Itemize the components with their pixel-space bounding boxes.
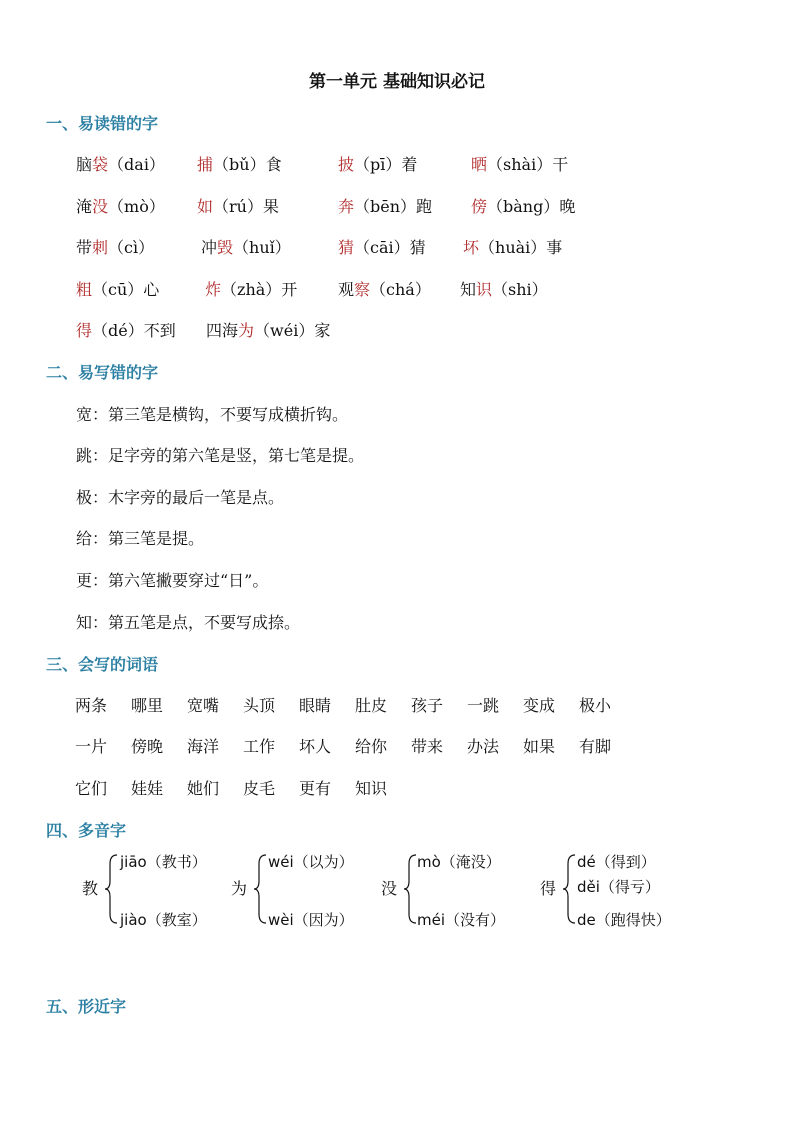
s1-item: 猜（cāi）猜 [338,238,426,257]
vocab-word: 一片 [75,737,108,756]
vocab-word: 知识 [355,779,388,798]
vocab-word: 办法 [467,737,500,756]
s2-line: 极：木字旁的最后一笔是点。 [76,488,285,507]
s1-item: 观察（chá） [338,280,431,299]
s1-item: 粗（cū）心 [76,280,160,299]
s2-line: 知：第五笔是点，不要写成捺。 [76,613,301,632]
brace-icon [104,854,118,924]
vocab-word: 肚皮 [355,696,388,715]
s1-item: 带刺（cì） [76,238,155,257]
polyphone-reading: jiào（教室） [120,911,207,929]
s2-line: 给：第三笔是提。 [76,529,205,548]
vocab-word: 极小 [579,696,612,715]
polyphone-char: 没 [381,879,398,898]
polyphone-reading: wéi（以为） [268,853,354,871]
vocab-word: 给你 [355,737,388,756]
page-title: 第一单元 基础知识必记 [309,72,485,92]
vocab-word: 傍晚 [131,737,164,756]
polyphone-reading: de（跑得快） [577,911,671,929]
vocab-word: 它们 [75,779,108,798]
vocab-word: 哪里 [131,696,164,715]
s1-item: 淹没（mò） [76,197,165,216]
polyphone-reading: mò（淹没） [417,853,501,871]
vocab-word: 孩子 [411,696,444,715]
s1-item: 四海为（wéi）家 [206,321,331,340]
s2-line: 更：第六笔撇要穿过“日”。 [76,571,269,590]
vocab-word: 坏人 [299,737,332,756]
s1-item: 得（dé）不到 [76,321,176,340]
polyphone-reading: jiāo（教书） [120,853,207,871]
s1-item: 披（pī）着 [338,155,418,174]
section-heading-3: 三、会写的词语 [46,655,159,674]
vocab-word: 海洋 [187,737,220,756]
brace-icon [403,854,417,924]
s2-line: 跳：足字旁的第六笔是竖，第七笔是提。 [76,446,365,465]
s1-item: 傍（bàng）晚 [471,197,576,216]
vocab-word: 工作 [243,737,276,756]
s1-item: 冲毁（huǐ） [201,238,291,257]
vocab-word: 两条 [75,696,108,715]
section-heading-2: 二、易写错的字 [46,363,159,382]
vocab-word: 宽嘴 [187,696,220,715]
polyphone-reading: wèi（因为） [268,911,354,929]
vocab-word: 更有 [299,779,332,798]
brace-icon [253,854,267,924]
vocab-word: 头顶 [243,696,276,715]
polyphone-char: 得 [540,879,557,898]
vocab-word: 她们 [187,779,220,798]
s2-line: 宽：第三笔是横钩，不要写成横折钩。 [76,405,349,424]
s1-item: 知识（shi） [460,280,548,299]
s1-item: 晒（shài）干 [471,155,569,174]
vocab-word: 娃娃 [131,779,164,798]
s1-item: 炸（zhà）开 [205,280,298,299]
vocab-word: 皮毛 [243,779,276,798]
vocab-word: 眼睛 [299,696,332,715]
vocab-word: 如果 [523,737,556,756]
s1-item: 脑袋（dai） [76,155,165,174]
polyphone-reading: děi（得亏） [577,878,660,896]
polyphone-char: 教 [82,879,99,898]
vocab-word: 有脚 [579,737,612,756]
section-heading-5: 五、形近字 [46,997,127,1016]
section-heading-1: 一、易读错的字 [46,114,159,133]
section-heading-4: 四、多音字 [46,821,127,840]
polyphone-reading: dé（得到） [577,853,656,871]
brace-icon [562,854,576,924]
s1-item: 捕（bǔ）食 [197,155,282,174]
polyphone-reading: méi（没有） [417,911,506,929]
s1-item: 如（rú）果 [197,197,279,216]
vocab-word: 变成 [523,696,556,715]
vocab-word: 一跳 [467,696,500,715]
vocab-word: 带来 [411,737,444,756]
s1-item: 坏（huài）事 [463,238,563,257]
polyphone-char: 为 [231,879,248,898]
s1-item: 奔（bēn）跑 [338,197,433,216]
